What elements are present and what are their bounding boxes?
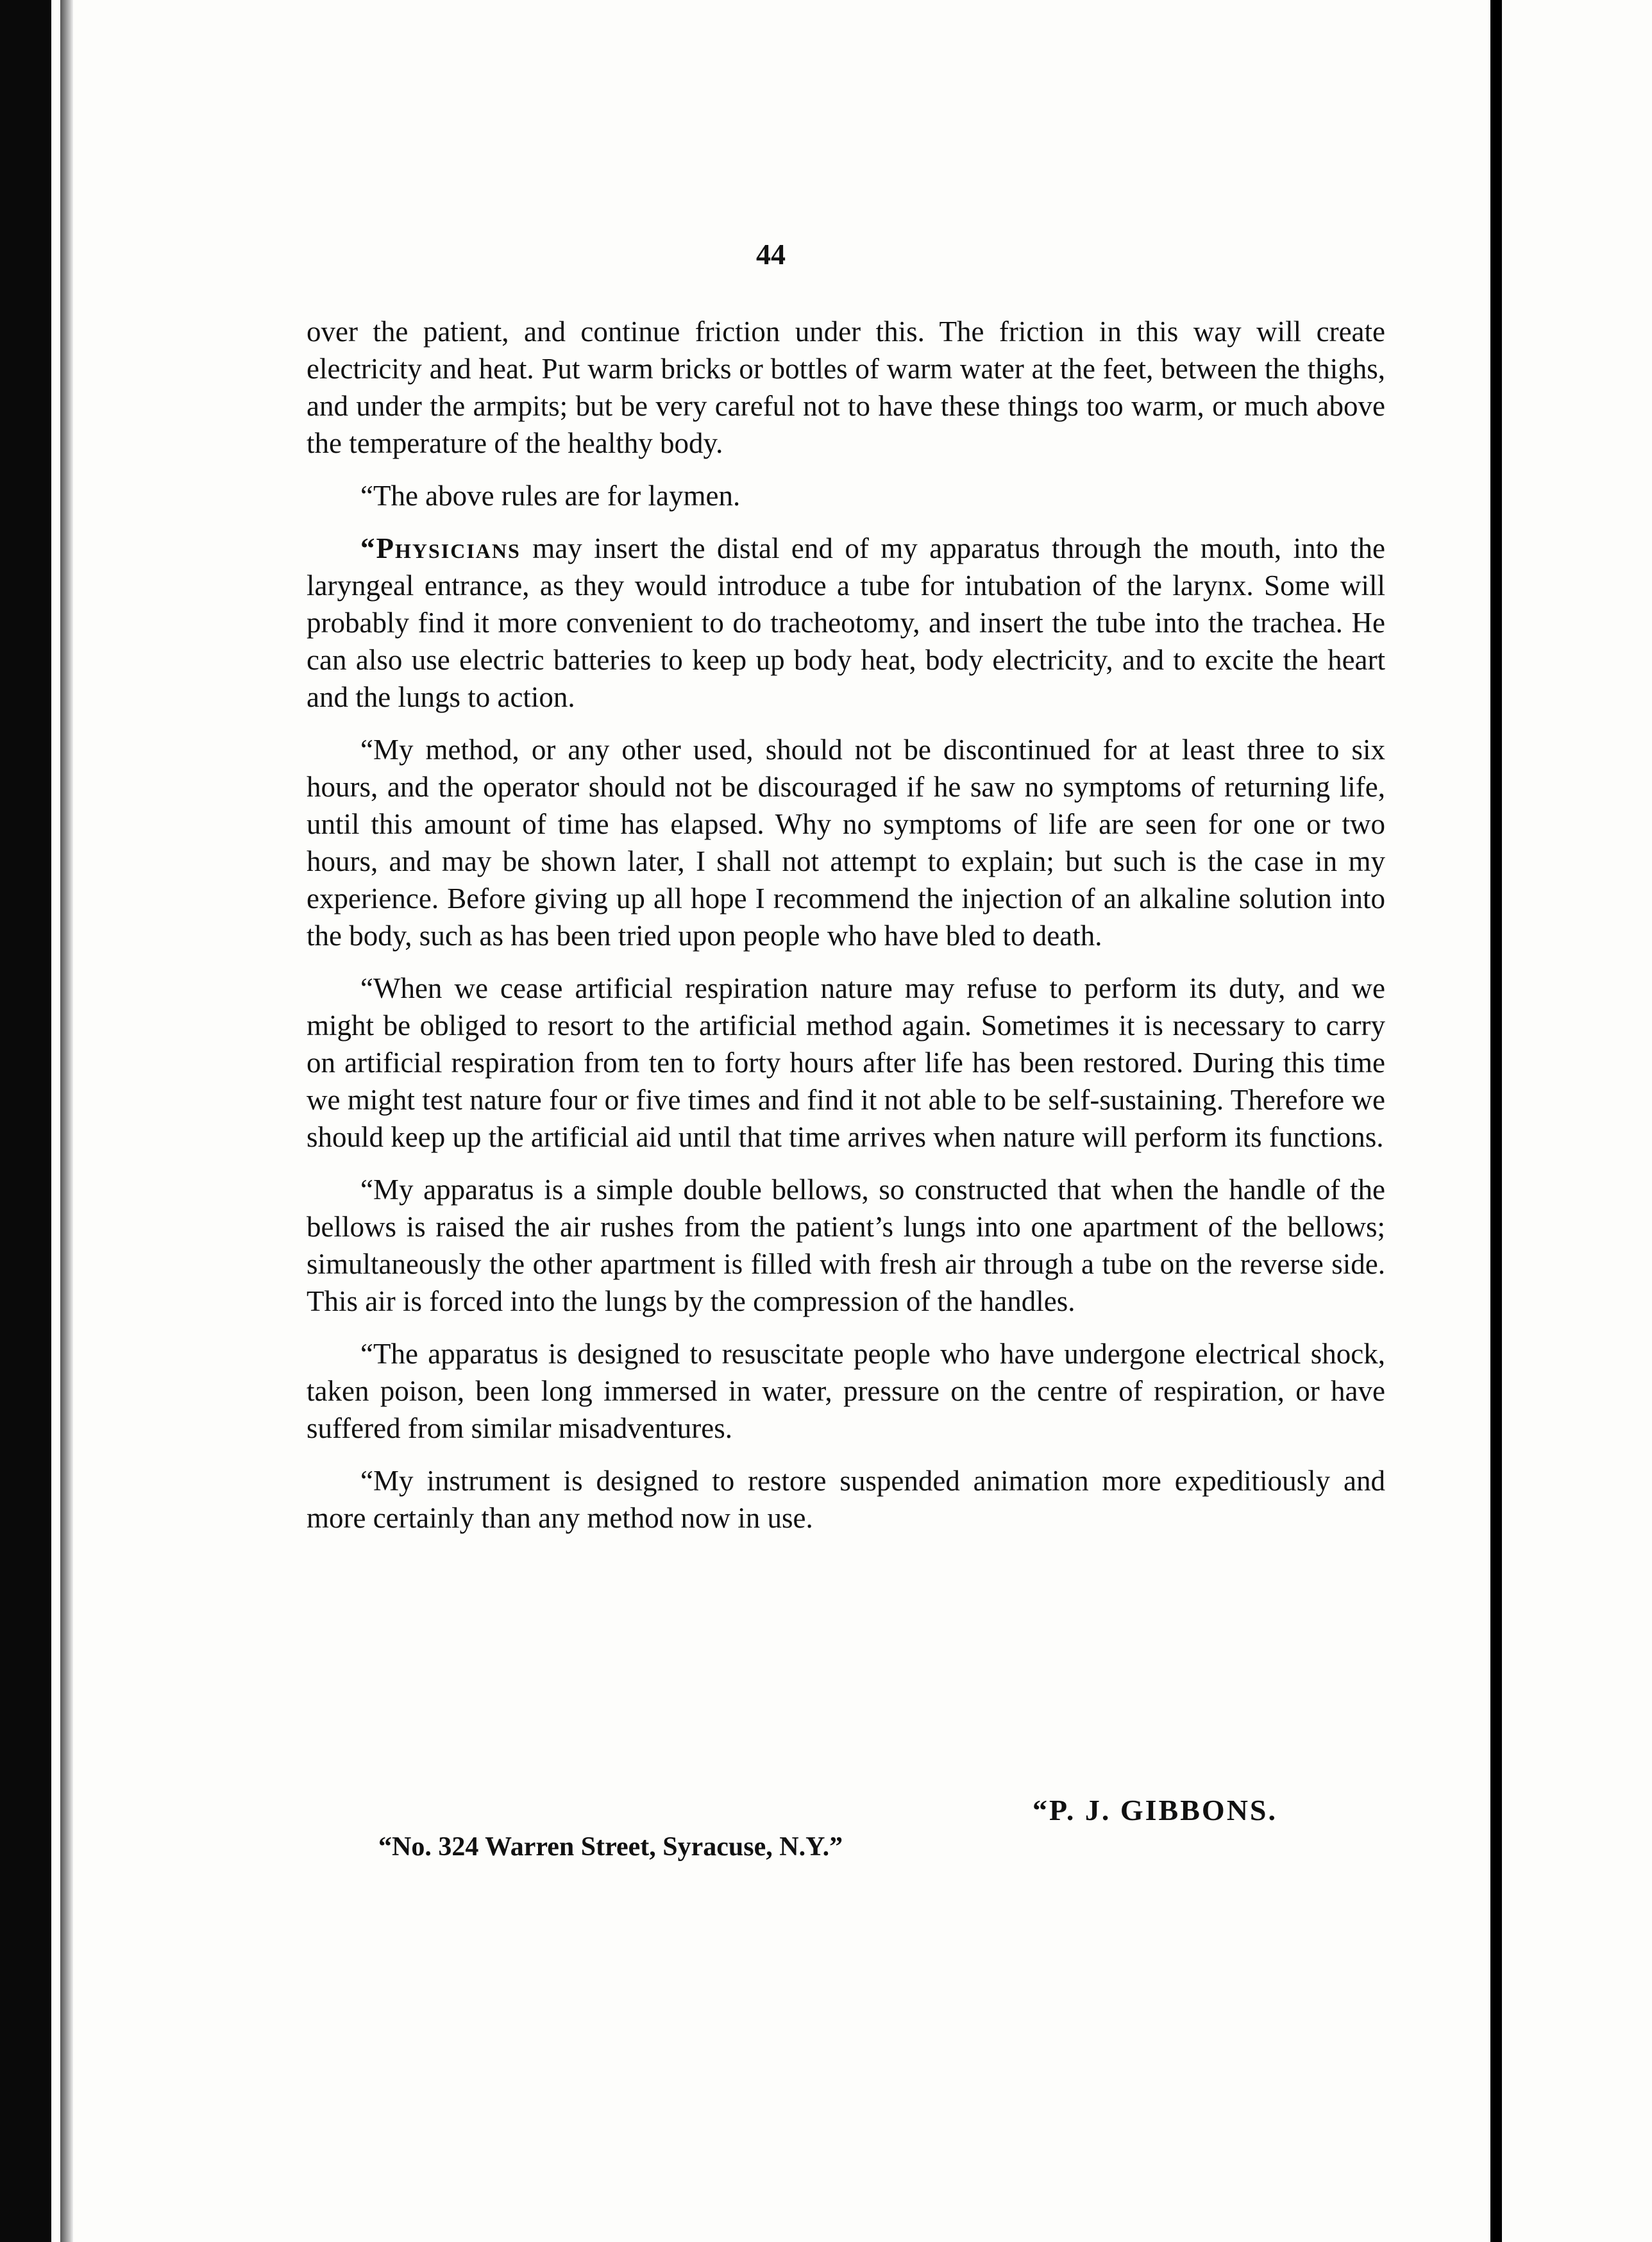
page-body <box>307 313 1385 1552</box>
paragraph-3-text: may insert the distal end of my apparatus through the mouth, into the laryngeal entrance, as they would introduce a tube for intubation of the larynx. Some will probably find it more convenient to do tracheotomy, and insert the tube into the trachea. He can also use electric batteries to keep up body heat, body electricity, and to excite the heart and the lungs to action. <box>307 532 1385 713</box>
scan-left-edge <box>0 0 51 2242</box>
next-page-edge <box>1502 0 1652 2242</box>
scan-gutter <box>1490 0 1502 2242</box>
address-line: “No. 324 Warren Street, Syracuse, N.Y.” <box>378 1832 843 1862</box>
paragraph-6: “My apparatus is a simple double bellows, so constructed that when the handle of the bellows is raised the air rushes from the patient’s lungs into one apartment of the bellows; simultaneously the other apartment is filled with fresh air through a tube on the reverse side. This air is forced into the lungs by the compression of the handles. <box>307 1174 1385 1317</box>
paragraph-4: “My method, or any other used, should not be discontinued for at least three to six hours, and the operator should not be discouraged if he saw no symptoms of returning life, until this amount of time has elapsed. Why no symptoms of life are seen for one or two hours, and may be shown later, I shall not attempt to explain; but such is the case in my experience. Before giving up all hope I recommend the injection of an alkaline solution into the body, such as has been tried upon people who have bled to death. <box>307 734 1385 952</box>
page-spine-shadow <box>60 0 73 2242</box>
book-page <box>51 0 1490 2242</box>
paragraph-5: “When we cease artificial respiration nature may refuse to perform its duty, and we might be obliged to resort to the artificial method again. Sometimes it is necessary to carry on artificial respiration from ten to forty hours after life has been restored. During this time we might test nature four or five times and find it not able to be self-sustaining. Therefore we should keep up the artificial aid until that time arrives when nature will perform its functions. <box>307 972 1385 1153</box>
signature: “P. J. GIBBONS. <box>1032 1794 1278 1826</box>
paragraph-3 <box>307 530 1385 716</box>
paragraph-1: over the patient, and continue friction under this. The friction in this way will create electricity and heat. Put warm bricks or bottles of warm water at the feet, between the thighs, and under the armpits; but be very careful not to have these things too warm, or much above the temperature of the healthy body. <box>307 316 1385 459</box>
page-number: 44 <box>756 238 786 271</box>
paragraph-8: “My instrument is designed to restore suspended animation more expeditiously and more certainly than any method now in use. <box>307 1465 1385 1534</box>
paragraph-7: “The apparatus is designed to resuscitate people who have undergone electrical shock, taken poison, been long immersed in water, pressure on the centre of respiration, or have suffered from similar misadventures. <box>307 1338 1385 1444</box>
physicians-lead: “Physicians <box>360 532 521 564</box>
paragraph-2: “The above rules are for laymen. <box>360 480 741 512</box>
